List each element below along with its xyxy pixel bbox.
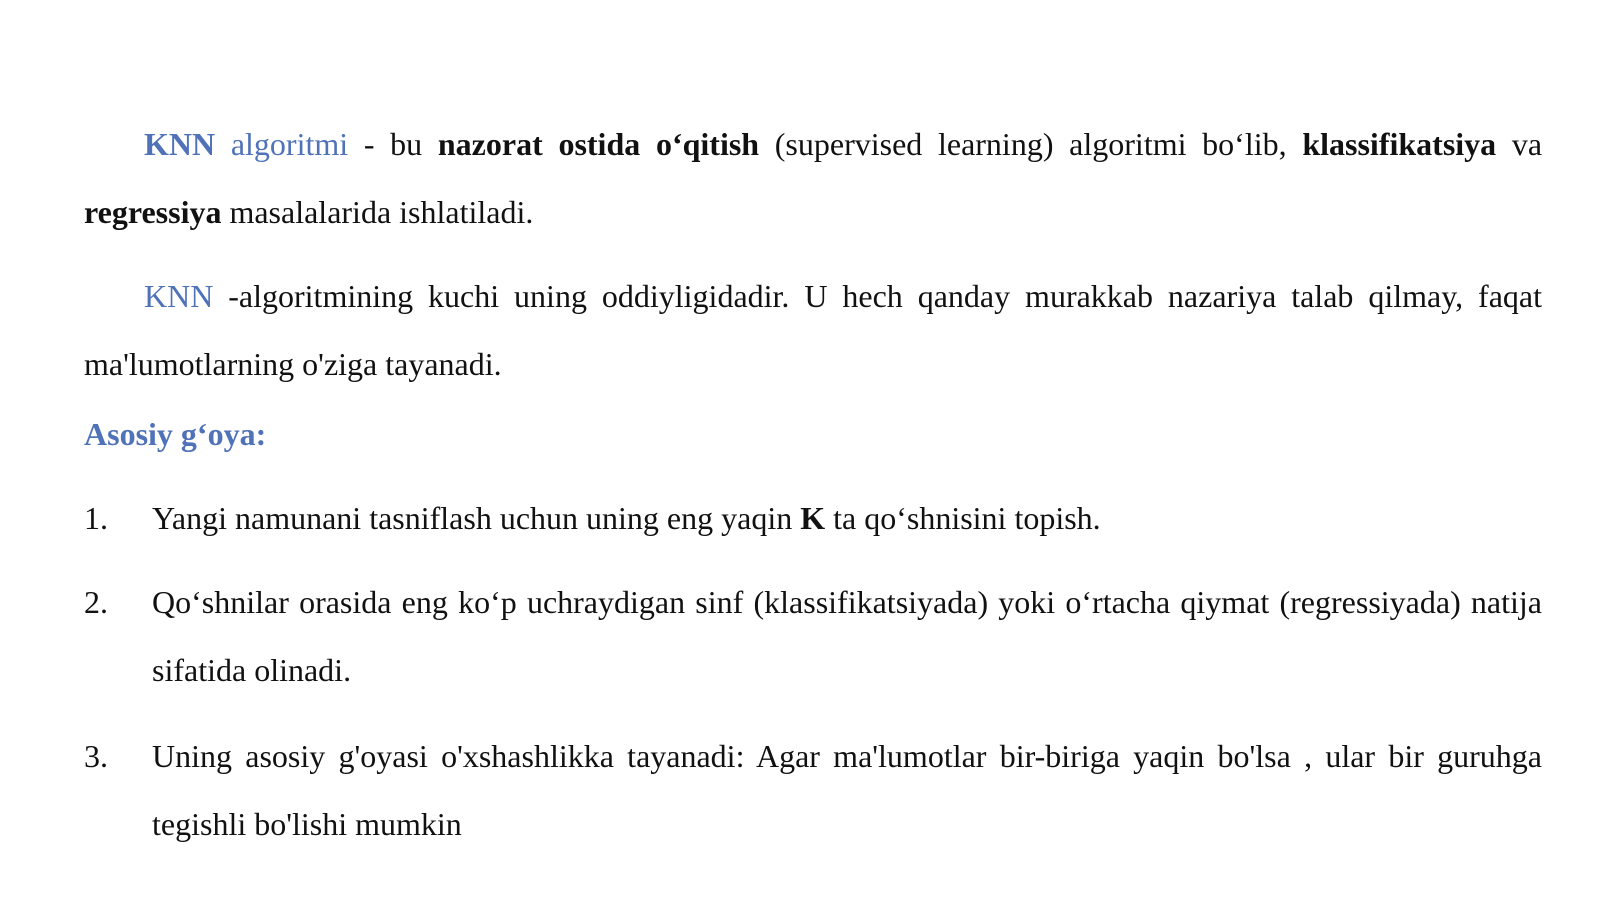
list-item [84,484,1542,552]
list-item-text-after: ta qo‘shnisini topish. [825,500,1101,536]
second-paragraph-text: -algoritmining kuchi uning oddiyligidadir. U hech qanday murakkab nazariya talab qilmay, faqat ma'lumotlarning o'ziga tayanadi. [84,278,1542,382]
nazorat-term: nazorat [437,126,543,162]
intro-rest-text: masalalarida ishlatiladi. [221,194,534,230]
klassifikatsiya-term: klassifikatsiya [1302,126,1497,162]
list-item-text: Qo‘shnilar orasida eng ko‘p uchraydigan sinf (klassifikatsiyada) yoki o‘rtacha qiymat (regressiyada) natija sifatida olinadi. [152,584,1542,688]
list-item-number: 2. [84,584,108,620]
list-item [84,722,1542,858]
list-item-text-before: Yangi namunani tasniflash uchun uning eng yaqin [152,500,801,536]
list-item-text: Uning asosiy g'oyasi o'xshashlikka tayanadi: Agar ma'lumotlar bir-biriga yaqin bo'lsa , ular bir guruhga tegishli bo'lishi mumkin [152,738,1542,842]
section-heading: Asosiy g‘oya: [84,416,267,452]
knn-term: KNN [144,126,216,162]
list-item [84,568,1542,704]
algoritmi-term: algoritmi [230,126,349,162]
regressiya-term: regressiya [84,194,222,230]
ostida-term: ostida [558,126,641,162]
va-text: va [1496,126,1543,162]
k-term: K [800,500,826,536]
intro-connector: - bu [348,126,438,162]
knn-term-second: KNN [144,278,214,314]
supervised-text: (supervised learning) algoritmi bo‘lib, [759,126,1303,162]
list-item-text [152,484,1542,552]
second-paragraph [84,262,1542,398]
intro-paragraph [84,110,1542,246]
list-item-number: 3. [84,738,108,774]
list-item-number: 1. [84,500,108,536]
oqitish-term: o‘qitish [655,126,760,162]
